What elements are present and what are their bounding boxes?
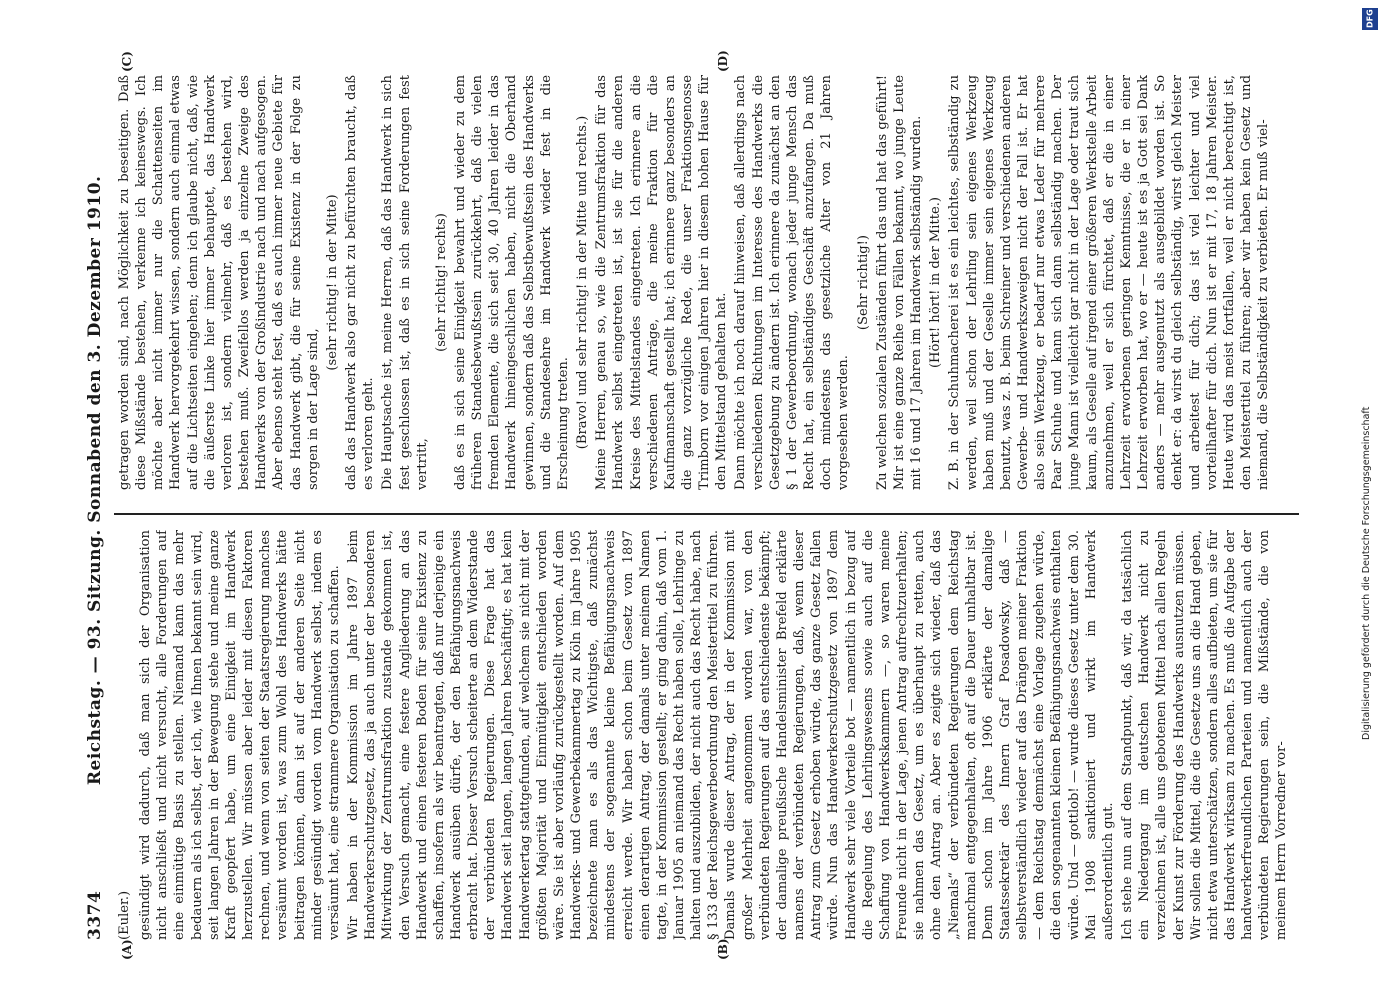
paragraph: Ich stehe nun auf dem Standpunkt, daß wir, da tatsächlich ein Niedergang im deutschen Handwerk nicht zu verzeichnen ist, alle uns gebotenen Mittel nach allen Regeln der Kunst zur Förderung des Handwerks ausnutzen müssen. Wir sollen die Mittel, die die Gesetze uns an die Hand geben, nicht etwa unterschätzen, sondern alles aufbieten, um sie für das Handwerk wirksam zu machen. Es muß die Aufgabe der handwerkerfreundlichen Parteien und namentlich auch der verbündeten Regierungen sein, die Mißstände, die von meinem Herrn Vorredner vor-	[1120, 530, 1290, 940]
margin-marker-d: (D)	[716, 50, 730, 72]
margin-marker-b: (B)	[716, 938, 730, 960]
paragraph: Dann möchte ich noch darauf hinweisen, daß allerdings nach verschiedenen Richtungen im Interesse des Handwerks die Gesetzgebung zu ändern ist. Ich erinnere da zunächst an den § 1 der Gewerbeordnung, wonach jeder junge Mensch das Recht hat, ein selbständiges Geschäft anzufangen. Da muß doch mindestens das gesetzliche Alter von 21 Jahren vorgesehen werden.	[733, 75, 852, 490]
interjection: (sehr richtig! in der Mitte)	[324, 194, 340, 371]
column-divider	[114, 513, 1299, 515]
side-credit	[1361, 0, 1379, 1000]
paragraph: Meine Herren, genau so, wie die Zentrumsfraktion für das Handwerk selbst eingetreten ist, ist sie für die anderen Kreise des Mittelstandes eingetreten. Ich erinnere an die verschiedenen Anträge, die meine Fraktion für die Kaufmannschaft gestellt hat; ich erinnere ganz besonders an die ganz vorzügliche Rede, die unser Fraktionsgenosse Trimborn vor einigen Jahren hier in diesem hohen Hause für den Mittelstand gehalten hat.	[594, 75, 730, 490]
running-title: Reichstag. — 93. Sitzung. Sonnabend den 3. Dezember 1910.	[85, 175, 105, 786]
page-header	[82, 70, 108, 940]
margin-marker-a: (A)	[120, 939, 134, 960]
paragraph: Wir haben in der Kommission im Jahre 1897 beim Handwerkerschutzgesetz, das ja auch unter der besonderen Mitwirkung der Zentrumsfraktion zustande gekommen ist, den Versuch gemacht, eine festere Angliederung an das Handwerk und einen festeren Boden für seine Existenz zu schaffen, insofern als wir beantragten, daß nur derjenige ein Handwerk ausüben dürfe, der den Befähigungsnachweis erbracht hat. Dieser Versuch scheiterte an dem Widerstande der verbündeten Regierungen. Diese Frage hat das Handwerk seit langen, langen Jahren beschäftigt; es hat kein Handwerkertag stattgefunden, auf welchem sie nicht mit der größten Majorität und Einmütigkeit entschieden worden wäre. Sie ist aber vorläufig zurückgestellt worden. Auf dem Handwerks- und Gewerbekammertag zu Köln im Jahre 1905 bezeichnete man es als das Wichtigste, daß zunächst mindestens der sogenannte kleine Befähigungsnachweis erreicht werde. Wir haben schon beim Gesetz von 1897 einen derartigen Antrag, der damals unter meinem Namen tagte, in der Kommission gestellt; er ging dahin, daß vom 1. Januar 1905 an niemand das Recht haben solle, Lehrlinge zu halten und auszubilden, der nicht auch das Recht habe, nach § 133 der Reichsgewerbeordnung den Meistertitel zu führen. Damals wurde dieser Antrag, der in der Kommission mit großer Mehrheit angenommen worden war, von den verbündeten Regierungen auf das entschiedenste bekämpft; der damalige preußische Handelsminister Brefeld erklärte namens der verbündeten Regierungen, daß, wenn dieser Antrag zum Gesetz erhoben würde, das ganze Gesetz fallen würde. Nun das Handwerkerschutzgesetz von 1897 dem Handwerk sehr viele Vorteile bot — namentlich in bezug auf die Regelung des Lehrlingswesens sowie auch auf die Schaffung von Handwerkskammern —, so waren meine Freunde nicht in der Lage, jenen Antrag aufrechtzuerhalten; sie nahmen das Gesetz, um es überhaupt zu retten, auch ohne den Antrag an. Aber es zeigte sich wieder, daß das „Niemals“ der verbündeten Regierungen dem Reichstag manchmal entgegenhalten, oft auf die Dauer unhaltbar ist. Denn schon im Jahre 1906 erklärte der damalige Staatssekretär des Innern Graf Posadowsky, daß — selbstverständlich wieder auf das Drängen meiner Fraktion — dem Reichstag demnächst eine Vorlage zugehen würde, die den sogenannten kleinen Befähigungsnachweis enthalten würde. Und — gottlob! — wurde dieses Gesetz unter dem 30. Mai 1908 sanktioniert und wirkt im Handwerk außerordentlich gut.	[346, 530, 1116, 940]
digitization-credit: Digitalisierung gefördert durch die Deutsche Forschungsgemeinschaft	[1361, 406, 1372, 740]
paragraph: Z. B. in der Schuhmacherei ist es ein leichtes, selbständig zu werden, weil schon der Lehrling sein eigenes Werkzeug haben muß und der Geselle immer sein eigenes Werkzeug benutzt, was z. B. beim Schreiner und verschiedenen anderen Gewerbe- und Handwerkszweigen nicht der Fall ist. Er hat also sein Werkzeug, er bedarf nur etwas Leder für mehrere Paar Schuhe und kann sich dann selbständig machen. Der junge Mann ist vielleicht gar nicht in der Lage oder traut sich kaum, als Geselle auf irgend einer größeren Werkstelle Arbeit anzunehmen, weil er sich fürchtet, daß er die in einer Lehrzeit erworbenen geringen Kenntnisse, die er in einer Lehrzeit erworben hat, wo er — heute ist es ja Gott sei Dank anders — mehr ausgenutzt als ausgebildet worden ist. So denkt er: da wirst du gleich selbständig, wirst gleich Meister und arbeitest für dich; das ist viel leichter und viel vorteilhafter für dich. Nun ist er mit 17, 18 Jahren Meister. Heute wird das meist fortfallen, weil er nicht berechtigt ist, den Meistertitel zu führen; aber wir haben kein Gesetz und niemand, die Selbständigkeit zu verbieten. Er muß viel-	[947, 75, 1272, 490]
right-column	[116, 75, 1296, 490]
paragraph: getragen worden sind, nach Möglichkeit zu beseitigen. Daß diese Mißstände bestehen, verkenne ich keineswegs. Ich möchte aber nicht immer nur die Schattenseiten im Handwerk hervorgekehrt wissen, sondern auch einmal etwas auf die Lichtseiten eingehen; denn ich glaube nicht, daß, wie die äußerste Linke hier immer behauptet, das Handwerk verloren ist, sondern vielmehr, daß es bestehen wird, bestehen muß. Zweifellos werden ja einzelne Zweige des Handwerks von der Großindustrie nach und nach aufgesogen. Aber ebenso steht fest, daß es auch immer neue Gebiete für das Handwerk gibt, die für seine Existenz in der Folge zu sorgen in der Lage sind,	[117, 75, 321, 490]
paragraph: daß das Handwerk also gar nicht zu befürchten braucht, daß es verloren geht.	[344, 75, 377, 490]
dfg-logo: DFG	[1362, 8, 1378, 30]
margin-marker-c: (C)	[120, 51, 134, 72]
paragraph: Zu welchen sozialen Zuständen führt das und hat das geführt! Mir ist eine ganze Reihe von Fällen bekannt, wo junge Leute mit 16 und 17 Jahren im Handwerk selbständig wurden.	[874, 75, 925, 490]
rotated-page	[76, 50, 1301, 960]
interjection: (Bravo! und sehr richtig! in der Mitte und rechts.)	[575, 115, 591, 450]
left-column	[116, 530, 1296, 940]
page-number: 3374	[85, 890, 105, 940]
paragraph: daß es in sich seine Einigkeit bewahrt und wieder zu dem früheren Standesbewußtsein zurückkehrt, daß die vielen fremden Elemente, die sich seit 30, 40 Jahren leider in das Handwerk hineingeschlichen haben, nicht die Oberhand gewinnen, sondern daß das Selbstbewußtsein des Handwerks und die Standesehre im Handwerk wieder fest in die Erscheinung treten.	[452, 75, 571, 490]
speaker-name: (Euler.)	[117, 890, 132, 940]
interjection: (Hört! hört! in der Mitte.)	[928, 196, 944, 369]
interjection: (Sehr richtig!)	[855, 234, 871, 331]
interjection: (sehr richtig! rechts)	[433, 213, 449, 352]
paragraph: Die Hauptsache ist, meine Herren, daß das Handwerk in sich fest geschlossen ist, daß es in sich seine Forderungen fest vertritt,	[380, 75, 430, 490]
paragraph: gesündigt wird dadurch, daß man sich der Organisation nicht anschließt und nicht versucht, alle Forderungen auf eine einmütige Basis zu stellen. Niemand kann das mehr bedauern als ich selbst, der ich, wie Ihnen bekannt sein wird, seit langen Jahren in der Bewegung stehe und meine ganze Kraft geopfert habe, um eine Einigkeit im Handwerk herzustellen. Wir müssen aber leider mit diesen Faktoren rechnen, und wenn von seiten der Staatsregierung manches versäumt worden ist, was zum Wohl des Handwerks hätte beitragen können, dann ist auf der anderen Seite nicht minder gesündigt worden vom Handwerk selbst, indem es versäumt hat, eine strammere Organisation zu schaffen.	[138, 530, 342, 940]
